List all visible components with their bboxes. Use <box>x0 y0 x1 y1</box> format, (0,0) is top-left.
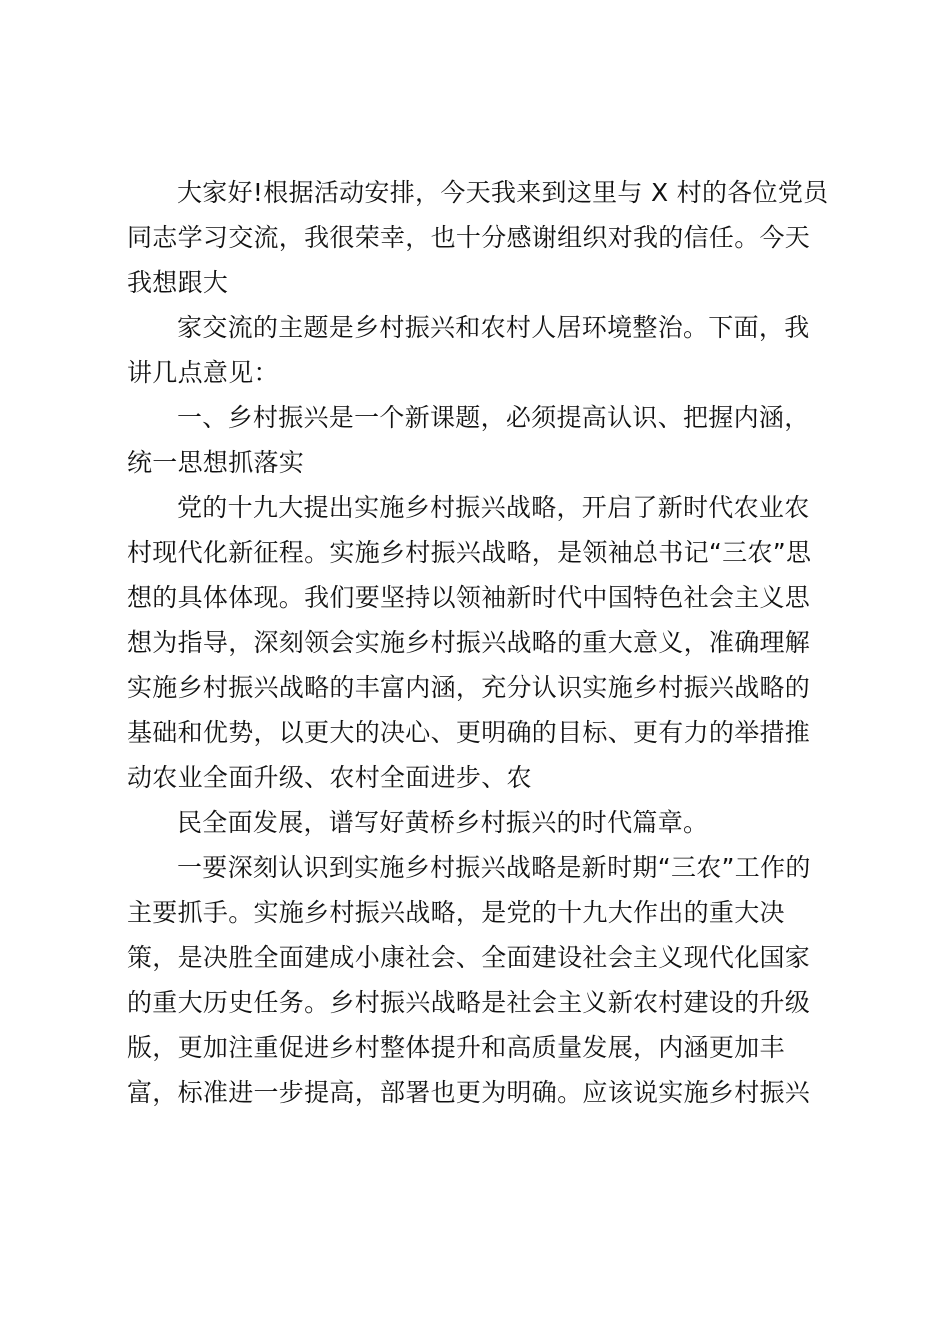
text-line: 想的具体体现。我们要坚持以领袖新时代中国特色社会主义思 <box>127 583 811 612</box>
paragraph-point-one <box>127 845 827 1115</box>
paragraph-topic <box>127 305 827 395</box>
text-line: 讲几点意见： <box>127 358 279 387</box>
text-line: 主要抓手。实施乡村振兴战略，是党的十九大作出的重大决 <box>127 898 785 927</box>
document-body <box>127 170 827 1115</box>
paragraph-strategy <box>127 485 827 800</box>
text-line: 党的十九大提出实施乡村振兴战略，开启了新时代农业农 <box>177 493 810 522</box>
text-line: 一、乡村振兴是一个新课题，必须提高认识、把握内涵， <box>177 403 810 432</box>
paragraph-development <box>127 800 827 845</box>
text-line: 想为指导，深刻领会实施乡村振兴战略的重大意义，准确理解 <box>127 628 811 657</box>
text-line: 大家好!根据活动安排，今天我来到这里与 X 村的各位党员 <box>177 178 829 207</box>
text-line: 家交流的主题是乡村振兴和农村人居环境整治。下面，我 <box>177 313 810 342</box>
text-line: 实施乡村振兴战略的丰富内涵，充分认识实施乡村振兴战略的 <box>127 673 811 702</box>
text-line: 版，更加注重促进乡村整体提升和高质量发展，内涵更加丰 <box>127 1033 785 1062</box>
text-line: 富，标准进一步提高，部署也更为明确。应该说实施乡村振兴 <box>127 1078 811 1107</box>
text-line: 一要深刻认识到实施乡村振兴战略是新时期“三农”工作的 <box>177 853 811 882</box>
text-line: 动农业全面升级、农村全面进步、农 <box>127 763 532 792</box>
paragraph-greeting <box>127 170 827 305</box>
text-line: 村现代化新征程。实施乡村振兴战略，是领袖总书记“三农”思 <box>127 538 812 567</box>
text-line: 我想跟大 <box>127 268 229 297</box>
text-line: 同志学习交流，我很荣幸，也十分感谢组织对我的信任。今天 <box>127 223 811 252</box>
text-line: 基础和优势，以更大的决心、更明确的目标、更有力的举措推 <box>127 718 811 747</box>
text-line: 民全面发展，谱写好黄桥乡村振兴的时代篇章。 <box>177 808 709 837</box>
text-line: 的重大历史任务。乡村振兴战略是社会主义新农村建设的升级 <box>127 988 811 1017</box>
text-line: 统一思想抓落实 <box>127 448 305 477</box>
text-line: 策，是决胜全面建成小康社会、全面建设社会主义现代化国家 <box>127 943 811 972</box>
section-heading-one <box>127 395 827 485</box>
